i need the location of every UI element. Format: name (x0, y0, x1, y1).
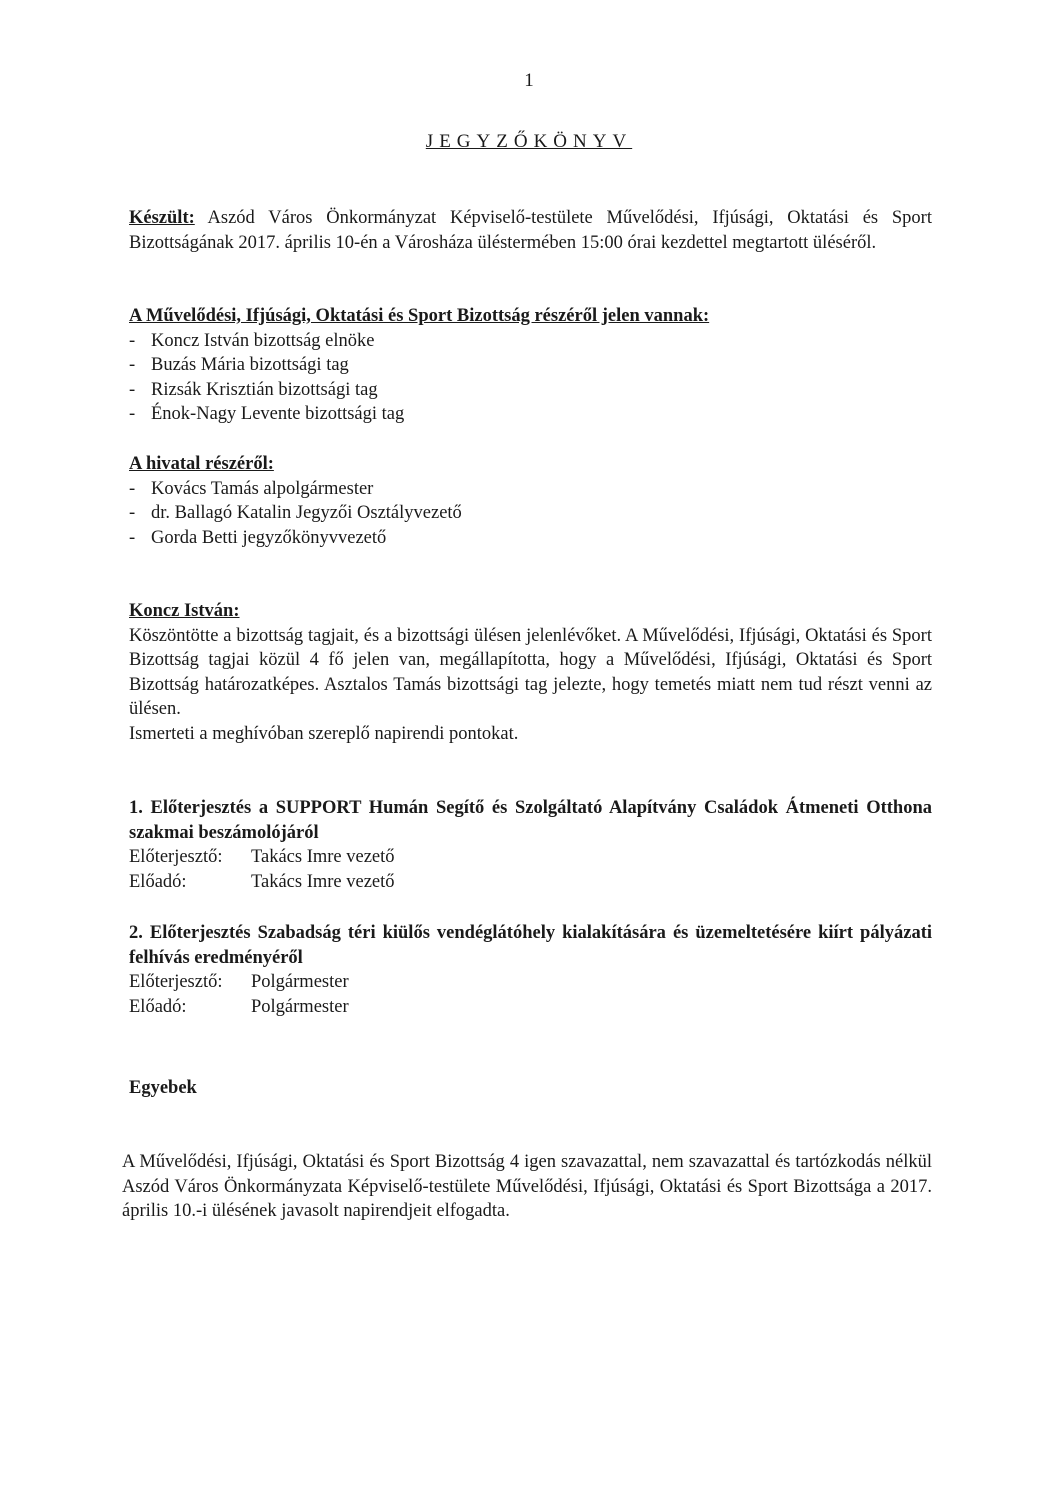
committee-heading: A Művelődési, Ifjúsági, Oktatási és Sport Bizottság részéről jelen vannak: (129, 306, 710, 326)
decision-paragraph (122, 1150, 932, 1224)
office-section (129, 452, 932, 550)
intro-text: Aszód Város Önkormányzat Képviselő-testülete Művelődési, Ifjúsági, Oktatási és Sport Bizottságának 2017. április 10-én a Városháza üléstermében 15:00 órai kezdettel megtartott üléséről. (129, 208, 932, 253)
speech-section (129, 599, 932, 746)
agenda-item-title: 2. Előterjesztés Szabadság téri kiülős vendéglátóhely kialakítására és üzemeltetésére kiírt pályázati felhívás eredményéről (129, 923, 932, 968)
agenda-item-2 (129, 921, 932, 1019)
list-item: - Énok-Nagy Levente bizottsági tag (129, 402, 932, 427)
office-list (129, 477, 932, 551)
list-item: - Kovács Tamás alpolgármester (129, 477, 932, 502)
list-item: - dr. Ballagó Katalin Jegyzői Osztályvezető (129, 501, 932, 526)
office-heading: A hivatal részéről: (129, 454, 274, 474)
document-title: JEGYZŐKÖNYV (425, 131, 633, 152)
submitter-label: Előterjesztő: (129, 847, 223, 867)
list-item: - Gorda Betti jegyzőkönyvvezető (129, 526, 932, 551)
list-item: - Buzás Mária bizottsági tag (129, 353, 932, 378)
list-item: - Rizsák Krisztián bizottsági tag (129, 378, 932, 403)
list-item: - Koncz István bizottság elnöke (129, 329, 932, 354)
agenda-item-title: 1. Előterjesztés a SUPPORT Humán Segítő és Szolgáltató Alapítvány Családok Átmeneti Otthona szakmai beszámolójáról (129, 798, 932, 843)
presenter-value: Takács Imre vezető (251, 871, 395, 892)
submitter-label: Előterjesztő: (129, 972, 223, 992)
committee-list (129, 329, 932, 427)
presenter-value: Polgármester (251, 996, 349, 1017)
committee-section (129, 304, 932, 427)
submitter-value: Takács Imre vezető (251, 847, 395, 867)
page-number: 1 (524, 70, 534, 91)
agenda-presenter-row (129, 870, 932, 895)
agenda-submitter-row (129, 845, 932, 870)
speech-text: Köszöntötte a bizottság tagjait, és a bizottsági ülésen jelenlévőket. A Művelődési, Ifjúsági, Oktatási és Sport Bizottság tagjai közül 4 fő jelen van, megállapította, hogy a Művelődési, Ifjúsági, Oktatási és Sport Bizottság határozatképes. Asztalos Tamás bizottsági tag jelezte, hogy temetés miatt nem tud részt venni az ülésen. (129, 625, 932, 719)
submitter-value: Polgármester (251, 972, 349, 992)
speech-text-2: Ismerteti a meghívóban szereplő napirendi pontokat. (129, 723, 519, 744)
presenter-label: Előadó: (129, 996, 187, 1017)
decision-text: A Művelődési, Ifjúsági, Oktatási és Sport Bizottság 4 igen szavazattal, nem szavazattal és tartózkodás nélkül Aszód Város Önkormányzata Képviselő-testülete Művelődési, Ifjúsági, Oktatási és Sport Bizottsága a 2017. április 10.-i ülésének javasolt napirendjeit elfogadta. (122, 1152, 932, 1221)
presenter-label: Előadó: (129, 871, 187, 892)
agenda-submitter-row (129, 970, 932, 995)
speaker-name: Koncz István: (129, 601, 240, 621)
agenda-item-1 (129, 796, 932, 894)
intro-label: Készült: (129, 208, 195, 228)
intro-paragraph (129, 206, 932, 255)
other-heading: Egyebek (129, 1078, 197, 1098)
agenda-presenter-row (129, 995, 932, 1020)
